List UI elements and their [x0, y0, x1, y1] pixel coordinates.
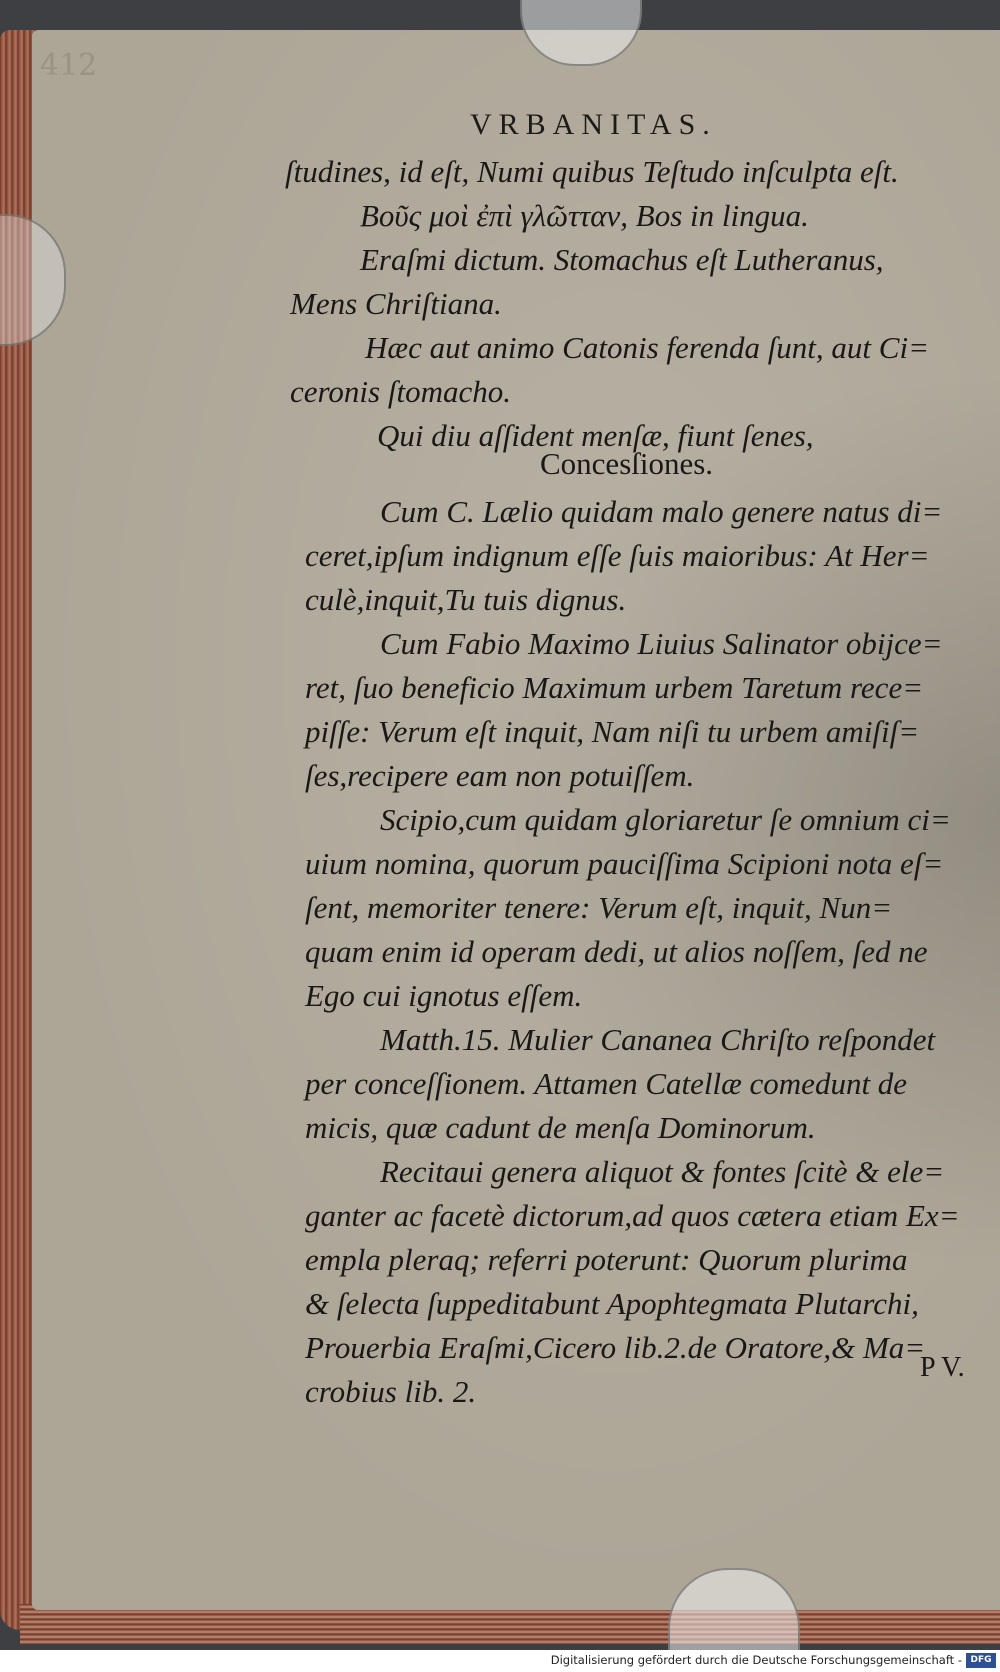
signature-mark: P V.	[920, 1352, 965, 1383]
text-line: per conceſſionem. Attamen Catellæ comedunt de	[305, 1066, 908, 1101]
text-line: micis, quæ cadunt de menſa Dominorum.	[305, 1110, 816, 1145]
text-line: Cum C. Lælio quidam malo genere natus di=	[380, 494, 943, 529]
text-line: Hæc aut animo Catonis ferenda ſunt, aut Ci=	[365, 330, 929, 365]
text-line: Qui diu aſſident menſæ, fiunt ſenes,	[377, 418, 814, 453]
faded-page-number: 412	[40, 48, 98, 83]
text-line: quam enim id operam dedi, ut alios noſſem, ſed ne	[305, 934, 928, 969]
text-line: empla pleraq; referri poterunt: Quorum plurima	[305, 1242, 908, 1277]
dfg-logo: DFG	[966, 1653, 996, 1668]
text-line: Eraſmi dictum. Stomachus eſt Lutheranus,	[360, 242, 884, 277]
footer-bar	[0, 1650, 1000, 1672]
text-line: Mens Chriſtiana.	[290, 286, 502, 321]
text-line: Ego cui ignotus eſſem.	[305, 978, 583, 1013]
running-header: VRBANITAS.	[470, 108, 717, 141]
text-block-top	[285, 150, 975, 458]
text-line: ceret,ipſum indignum eſſe ſuis maioribus: At Her=	[305, 538, 930, 573]
text-line: Prouerbia Eraſmi,Cicero lib.2.de Oratore,& Ma=	[305, 1330, 926, 1365]
text-line: ſent, memoriter tenere: Verum eſt, inquit, Nun=	[305, 890, 893, 925]
text-line: Recitaui genera aliquot & fontes ſcitè & ele=	[380, 1154, 945, 1189]
text-line: crobius lib. 2.	[305, 1374, 477, 1409]
text-line: ganter ac facetè dictorum,ad quos cætera etiam Ex=	[305, 1198, 960, 1233]
text-line: culè,inquit,Tu tuis dignus.	[305, 582, 627, 617]
text-block-body	[305, 490, 975, 1414]
text-line: piſſe: Verum eſt inquit, Nam niſi tu urbem amiſiſ=	[305, 714, 920, 749]
text-line: Βοῦς μοὶ ἐπὶ γλῶτταν, Bos in lingua.	[360, 198, 809, 233]
text-line: Matth.15. Mulier Cananea Chriſto reſpondet	[380, 1022, 936, 1057]
text-line: ret, ſuo beneficio Maximum urbem Taretum rece=	[305, 670, 924, 705]
text-line: Scipio,cum quidam gloriaretur ſe omnium ci=	[380, 802, 951, 837]
text-line: & ſelecta ſuppeditabunt Apophtegmata Plutarchi,	[305, 1286, 919, 1321]
text-line: ſes,recipere eam non potuiſſem.	[305, 758, 695, 793]
section-heading: Concesſiones.	[540, 446, 714, 481]
text-line: ceronis ſtomacho.	[290, 374, 511, 409]
text-line: Cum Fabio Maximo Liuius Salinator obijce=	[380, 626, 943, 661]
book-edge-bottom	[20, 1604, 1000, 1644]
text-line: ſtudines, id eſt, Numi quibus Teſtudo inſculpta eſt.	[285, 154, 899, 189]
funding-credit: Digitalisierung gefördert durch die Deutsche Forschungsgemeinschaft -	[550, 1653, 962, 1667]
text-line: uium nomina, quorum pauciſſima Scipioni nota eſ=	[305, 846, 944, 881]
